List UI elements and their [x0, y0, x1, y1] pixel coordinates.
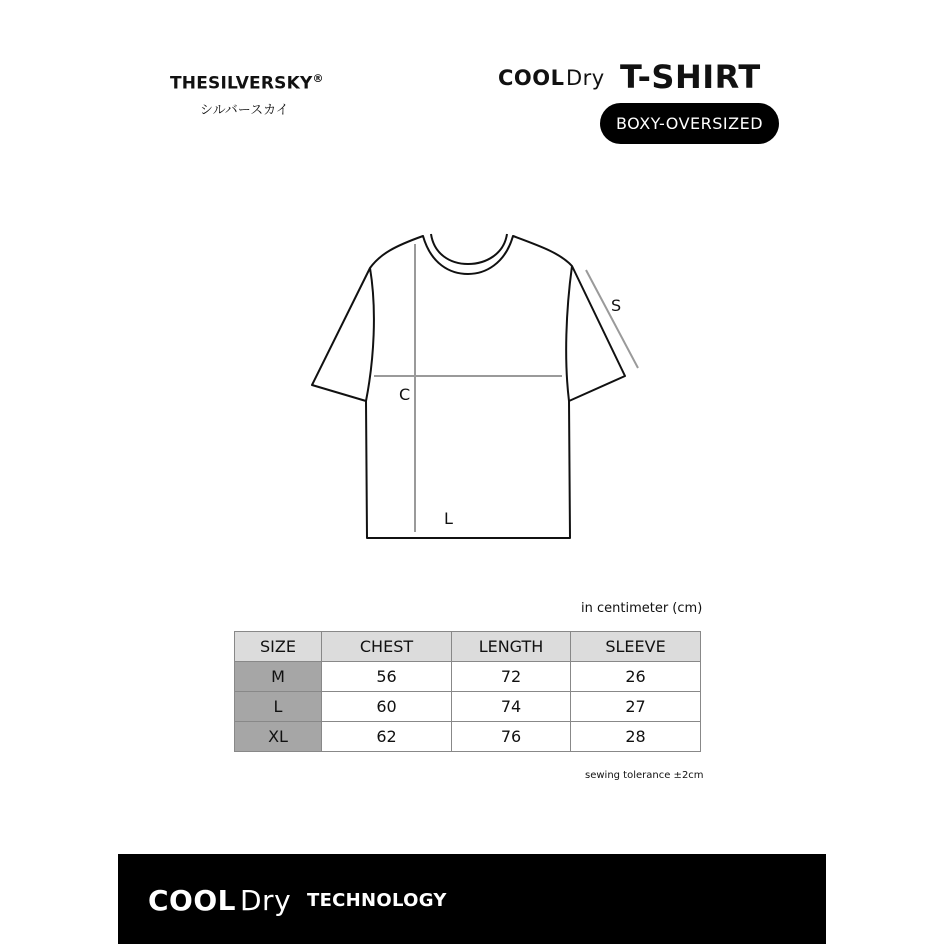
unit-note: in centimeter (cm): [581, 601, 703, 616]
header-chest: CHEST: [322, 632, 452, 662]
brand-name-text: THESILVERSKY: [170, 73, 313, 94]
size-cell: XL: [235, 722, 322, 752]
length-cell: 72: [452, 662, 571, 692]
left-sleeve-seam: [366, 268, 374, 401]
table-row: [235, 692, 701, 722]
sleeve-cell: 26: [571, 662, 701, 692]
fit-badge: BOXY-OVERSIZED: [600, 103, 779, 144]
header-length: LENGTH: [452, 632, 571, 662]
registered-mark: ®: [312, 72, 324, 85]
cool-label: COOL: [498, 66, 565, 90]
sleeve-cell: 27: [571, 692, 701, 722]
chest-cell: 62: [322, 722, 452, 752]
footer-technology: TECHNOLOGY: [307, 890, 447, 911]
tshirt-diagram: [300, 220, 650, 550]
length-cell: 76: [452, 722, 571, 752]
header-size: SIZE: [235, 632, 322, 662]
size-cell: L: [235, 692, 322, 722]
brand-block: [170, 72, 324, 118]
product-heading: [498, 58, 788, 98]
tolerance-note: sewing tolerance ±2cm: [585, 770, 704, 781]
size-cell: M: [235, 662, 322, 692]
brand-name: [170, 72, 324, 94]
right-sleeve-seam: [566, 266, 572, 401]
brand-japanese: シルバースカイ: [200, 102, 289, 118]
footer-banner: [118, 854, 826, 944]
sleeve-line: [586, 270, 638, 368]
label-c: C: [399, 385, 411, 404]
sleeve-cell: 28: [571, 722, 701, 752]
footer-cool: COOL: [148, 884, 236, 917]
footer-dry: Dry: [240, 884, 292, 917]
size-table: [234, 631, 701, 752]
length-cell: 74: [452, 692, 571, 722]
table-row: [235, 662, 701, 692]
header-sleeve: SLEEVE: [571, 632, 701, 662]
product-title: T-SHIRT: [620, 58, 761, 96]
chest-cell: 56: [322, 662, 452, 692]
label-s: S: [611, 296, 622, 315]
chest-cell: 60: [322, 692, 452, 722]
table-row: [235, 722, 701, 752]
table-header-row: [235, 632, 701, 662]
shirt-outline: [312, 236, 625, 538]
dry-label: Dry: [566, 66, 605, 90]
collar-inner: [431, 234, 507, 264]
label-l: L: [444, 509, 453, 528]
